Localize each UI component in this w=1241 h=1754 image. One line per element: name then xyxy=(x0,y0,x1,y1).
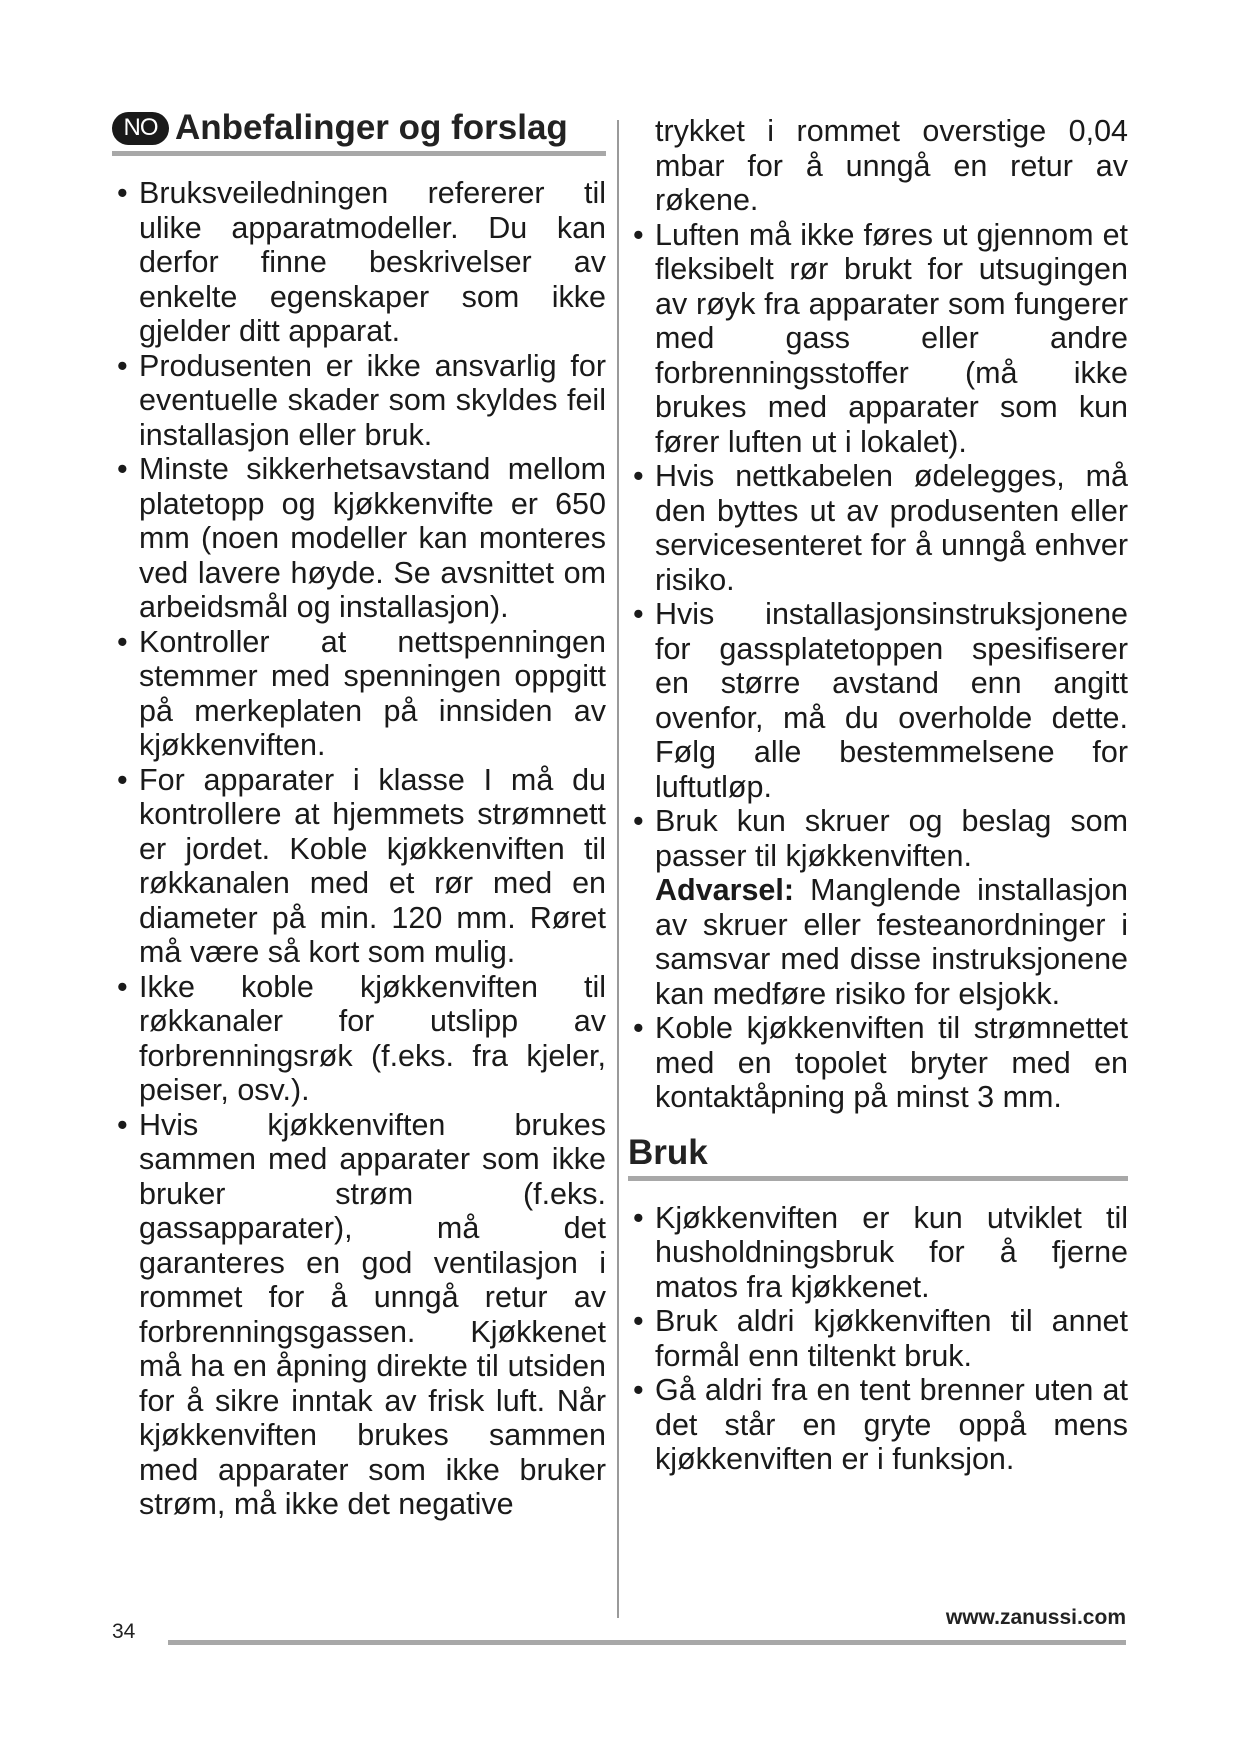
list-item: • Luften må ikke føres ut gjennom et fleksibelt rør brukt for utsugingen av røyk fra apparater som fungerer med gass eller andre forbrenningsstoffer (må ikke brukes med apparater som kun fører luften ut i lokalet). xyxy=(628,218,1128,460)
list-item: • Ikke koble kjøkkenviften til røkkanaler for utslipp av forbrenningsrøk (f.eks. fra kjeler, peiser, osv.). xyxy=(112,970,606,1108)
list-item: • Hvis nettkabelen ødelegges, må den byttes ut av produsenten eller servicesenteret for å unngå enhver risiko. xyxy=(628,459,1128,597)
screws-text: Bruk kun skruer og beslag som passer til kjøkkenviften. xyxy=(655,804,1128,873)
list-item: • Produsenten er ikke ansvarlig for eventuelle skader som skyldes feil installasjon eller bruk. xyxy=(112,349,606,453)
warning-text: Manglende installasjon av skruer eller festeanordninger i samsvar med disse instruksjonene kan medføre risiko for elsjokk. xyxy=(655,873,1128,1011)
warning-label: Advarsel: xyxy=(655,873,795,907)
section-title: Anbefalinger og forslag xyxy=(175,108,568,147)
section-heading-bruk xyxy=(628,1133,1128,1181)
right-column xyxy=(628,114,1128,1477)
list-item: • Koble kjøkkenviften til strømnettet med en topolet bryter med en kontaktåpning på minst 3 mm. xyxy=(628,1011,1128,1115)
list-item: • Hvis kjøkkenviften brukes sammen med apparater som ikke bruker strøm (f.eks. gassapparater), må det garanteres en god ventilasjon i rommet for å unngå retur av forbrenningsgassen. Kjøkkenet må ha en åpning direkte til utsiden for å sikre inntak av frisk luft. Når kjøkkenviften brukes sammen med apparater som ikke bruker strøm, må ikke det negative xyxy=(112,1108,606,1522)
list-item: • Kjøkkenviften er kun utviklet til husholdningsbruk for å fjerne matos fra kjøkkenet. xyxy=(628,1201,1128,1305)
section-title: Bruk xyxy=(628,1132,708,1172)
footer-rule xyxy=(168,1640,1126,1645)
list-item: • Minste sikkerhetsavstand mellom platetopp og kjøkkenvifte er 650 mm (noen modeller kan monteres ved lavere høyde. Se avsnittet om arbeidsmål og installasjon). xyxy=(112,452,606,625)
continued-text: trykket i rommet overstige 0,04 mbar for å unngå en retur av røkene. xyxy=(655,114,1128,217)
list-item: • For apparater i klasse I må du kontrollere at hjemmets strømnett er jordet. Koble kjøkkenviften til røkkanalen med et rør med en diameter på min. 120 mm. Røret må være så kort som mulig. xyxy=(112,763,606,970)
usage-list xyxy=(628,1201,1128,1477)
list-item: • Kontroller at nettspenningen stemmer med spenningen oppgitt på merkeplaten på innsiden av kjøkkenviften. xyxy=(112,625,606,763)
language-badge: NO xyxy=(112,112,169,145)
list-item-screws xyxy=(628,804,1128,1011)
recommendations-list-continued xyxy=(628,218,1128,1115)
recommendations-list xyxy=(112,176,606,1522)
list-item: • Hvis installasjonsinstruksjonene for gassplatetoppen spesifiserer en større avstand enn angitt ovenfor, må du overholde dette. Følg alle bestemmelsene for luftutløp. xyxy=(628,597,1128,804)
left-column xyxy=(112,108,606,1522)
list-item: • Gå aldri fra en tent brenner uten at det står en gryte oppå mens kjøkkenviften er i funksjon. xyxy=(628,1373,1128,1477)
column-divider xyxy=(617,120,619,1618)
list-item: • Bruk aldri kjøkkenviften til annet formål enn tiltenkt bruk. xyxy=(628,1304,1128,1373)
section-heading-recommendations xyxy=(112,108,606,156)
website-url: www.zanussi.com xyxy=(945,1606,1126,1629)
page-number: 34 xyxy=(112,1620,136,1643)
list-item: • Bruksveiledningen refererer til ulike apparatmodeller. Du kan derfor finne beskrivelser av enkelte egenskaper som ikke gjelder ditt apparat. xyxy=(112,176,606,349)
